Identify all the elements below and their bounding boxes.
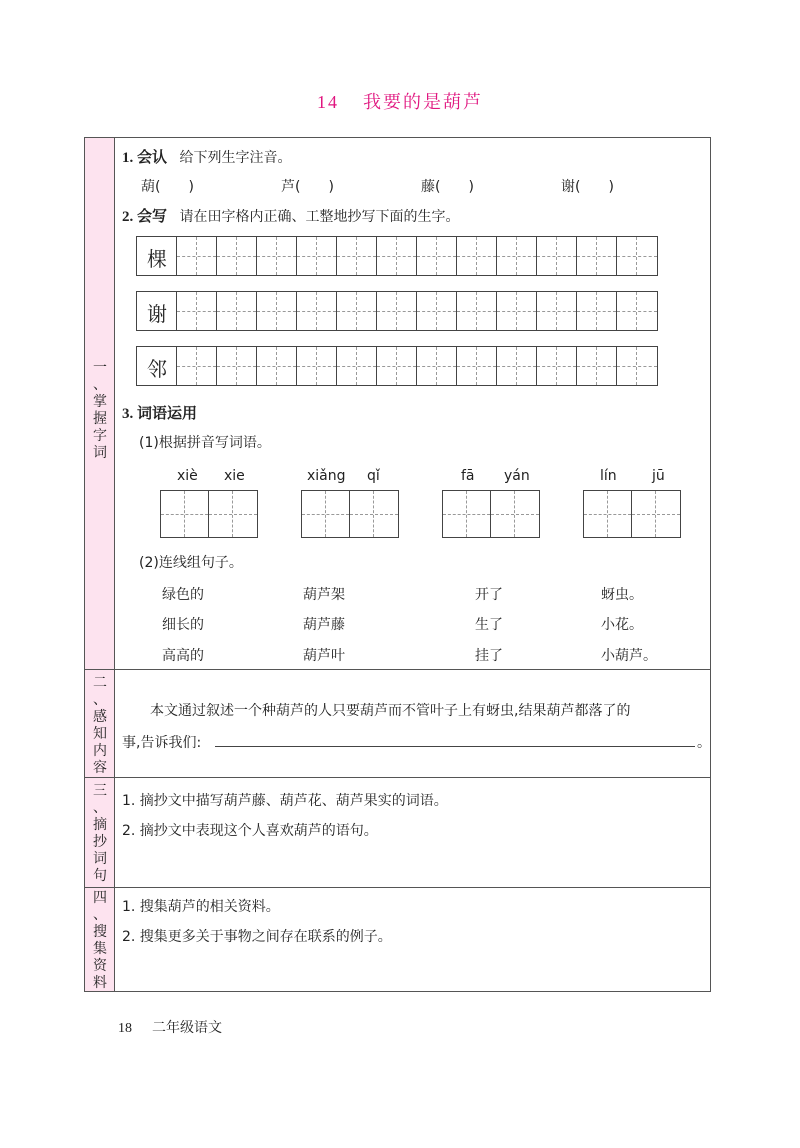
tab-char: 词 [93,851,107,867]
collect-q1: 1. 搜集葫芦的相关资料。 [122,899,280,915]
tab-char: 感 [93,709,107,725]
lesson-number: 14 [317,92,339,112]
match-item[interactable]: 葫芦架 [303,587,345,603]
page-number: 18 [118,1021,132,1036]
pinyin-syllable: xiè [177,468,198,484]
tab-char: 内 [93,743,107,759]
tab-char: 词 [93,445,107,461]
lesson-title: 我要的是葫芦 [363,92,483,113]
word-answer-box[interactable] [583,490,681,538]
match-item[interactable]: 葫芦叶 [303,648,345,664]
tab-char: 四 [93,890,107,906]
summary-end: 。 [697,735,711,751]
tab-char: 搜 [93,924,107,940]
tab-char: 资 [93,958,107,974]
tab-char: 握 [93,411,107,427]
section-tab [85,778,115,887]
model-character: 棵 [147,247,167,271]
pinyin-syllable: lín [600,468,617,484]
q2-instruction: 请在田字格内正确、工整地抄写下面的生字。 [179,209,460,225]
section-collect-materials [85,888,710,991]
match-item[interactable]: 小花。 [601,617,643,633]
page-title [0,88,800,114]
tab-char: 容 [93,760,107,776]
tab-char: 句 [93,868,107,884]
pinyin-item[interactable]: 葫( ) [141,179,194,195]
model-character: 谢 [147,302,167,326]
tab-char: 、 [93,377,107,393]
excerpt-q1: 1. 摘抄文中描写葫芦藤、葫芦花、葫芦果实的词语。 [122,793,448,809]
q1-label: 1. 会认 [122,150,168,166]
q3-sub2: (2)连线组句子。 [139,555,243,571]
worksheet-frame [84,137,711,992]
pinyin-syllable: yán [504,468,530,484]
tab-char: 二 [93,675,107,691]
section-tab [85,138,115,669]
match-item[interactable]: 高高的 [162,648,204,664]
tab-char: 摘 [93,817,107,833]
pinyin-syllable: jū [652,468,665,484]
model-character: 邻 [147,357,167,381]
tab-char: 掌 [93,394,107,410]
section-perceive-content [85,670,710,778]
writing-grid-row[interactable] [136,291,658,331]
match-item[interactable]: 开了 [475,587,503,603]
summary-prefix: 事,告诉我们: [122,735,202,751]
tab-char: 一 [93,360,107,376]
summary-text: 本文通过叙述一个种葫芦的人只要葫芦而不管叶子上有蚜虫,结果葫芦都落了的 [150,703,631,719]
tab-char: 三 [93,783,107,799]
word-answer-box[interactable] [442,490,540,538]
tab-char: 、 [93,800,107,816]
tab-char: 抄 [93,834,107,850]
tab-char: 集 [93,941,107,957]
writing-grid-row[interactable] [136,346,658,386]
excerpt-q2: 2. 摘抄文中表现这个人喜欢葫芦的语句。 [122,823,378,839]
pinyin-syllable: xiǎng [307,468,346,484]
pinyin-item[interactable]: 藤( ) [421,179,474,195]
section-tab [85,670,115,777]
tab-char: 料 [93,975,107,991]
tab-char: 、 [93,692,107,708]
writing-grid-row[interactable] [136,236,658,276]
tab-char: 、 [93,907,107,923]
page-footer [118,1017,222,1037]
word-answer-box[interactable] [301,490,399,538]
section-master-characters [85,138,710,670]
q3-label: 3. 词语运用 [122,406,198,422]
section-excerpt [85,778,710,888]
match-item[interactable]: 挂了 [475,648,503,664]
q3-sub1: (1)根据拼音写词语。 [139,435,271,451]
section-tab [85,888,115,991]
pinyin-syllable: fā [461,468,475,484]
tab-char: 知 [93,726,107,742]
pinyin-item[interactable]: 芦( ) [281,179,334,195]
footer-text: 二年级语文 [152,1020,222,1036]
word-answer-box[interactable] [160,490,258,538]
match-item[interactable]: 绿色的 [162,587,204,603]
match-item[interactable]: 细长的 [162,617,204,633]
pinyin-syllable: qǐ [367,468,380,484]
match-item[interactable]: 生了 [475,617,503,633]
match-item[interactable]: 葫芦藤 [303,617,345,633]
q1-instruction: 给下列生字注音。 [179,150,292,166]
match-item[interactable]: 小葫芦。 [601,648,657,664]
pinyin-item[interactable]: 谢( ) [561,179,614,195]
q2-label: 2. 会写 [122,209,168,225]
tab-char: 字 [93,428,107,444]
collect-q2: 2. 搜集更多关于事物之间存在联系的例子。 [122,929,392,945]
pinyin-syllable: xie [224,468,245,484]
answer-blank[interactable] [215,746,695,747]
match-item[interactable]: 蚜虫。 [601,587,643,603]
